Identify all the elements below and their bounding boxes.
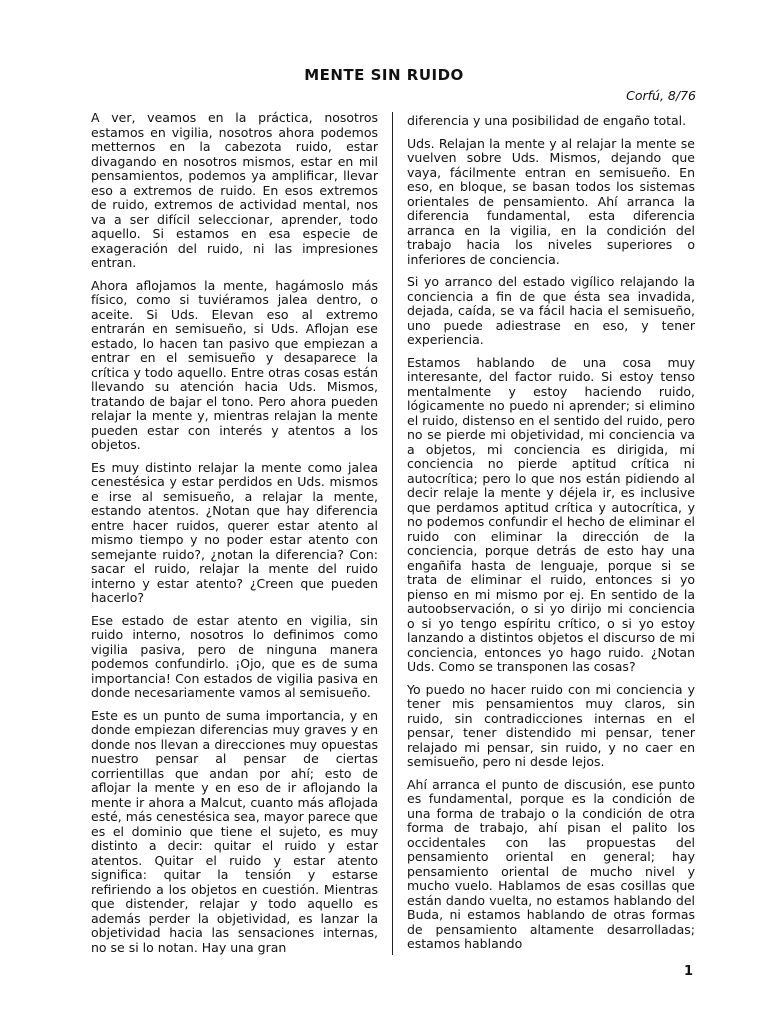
page-number: 1 xyxy=(683,964,693,979)
paragraph: Estamos hablando de una cosa muy interesante, del factor ruido. Si estoy tenso mentalmente y estoy haciendo ruido, lógicamente no puedo ni aprender; si elimino el ruido, distenso en el sentido del ruido, pero no se pierde mi objetividad, mi conciencia va a objetos, mi conciencia es dirigida, mi conciencia no pierde aptitud crítica ni autocrítica; pero lo que nos están pidiendo al decir relaje la mente y déjela ir, es inclusive que perdamos aptitud crítica y autocrítica, y no podemos confundir el hecho de eliminar el ruido con eliminar la dirección de la conciencia, porque detrás de esto hay una engañifa hasta de lenguaje, porque si se trata de eliminar el ruido, entonces si yo pienso en mi mismo por ej. En sentido de la autoobservación, o si yo dirijo mi conciencia o si yo tengo espíritu crítico, o si yo estoy lanzando a distintos objetos el discurso de mi conciencia, entonces yo hago ruido. ¿Notan Uds. Como se transponen las cosas? xyxy=(407,354,695,674)
paragraph: A ver, veamos en la práctica, nosotros estamos en vigilia, nosotros ahora podemos metternos en la cabezota ruido, estar divagando en nosotros mismos, estar en mil pensamientos, podemos ya amplificar, llevar eso a extremos de ruido. En esos extremos de ruido, extremos de actividad mental, nos va a ser difícil seleccionar, aprender, todo aquello. Si estamos en esa especie de exageración del ruido, ni las impresiones entran. xyxy=(91,110,378,270)
left-column xyxy=(91,111,378,953)
paragraph: Es muy distinto relajar la mente como jalea cenestésica y estar perdidos en Uds. mismos e irse al semisueño, a relajar la mente, estando atentos. ¿Notan que hay diferencia entre hacer ruidos, querer estar atento al mismo tiempo y no poder estar atento con semejante ruido?, ¿notan la diferencia? Con: sacar el ruido, relajar la mente del ruido interno y estar atento? ¿Creen que pueden hacerlo? xyxy=(91,459,378,605)
paragraph: Ahí arranca el punto de discusión, ese punto es fundamental, porque es la condición de una forma de trabajo o la condición de otra forma de trabajo, ahí pisan el palito los occidentales con las propuestas del pensamiento oriental en general; hay pensamiento oriental de mucho nivel y mucho vuelo. Hablamos de esas cosillas que están dando vuelta, no estamos hablando del Buda, ni estamos hablando de otras formas de pensamiento altamente desarrolladas; estamos hablando xyxy=(407,776,695,951)
paragraph: Ese estado de estar atento en vigilia, sin ruido interno, nosotros lo definimos como vigilia pasiva, pero de ninguna manera podemos confundirlo. ¡Ojo, que es de suma importancia! Con estados de vigilia pasiva en donde necesariamente vamos al semisueño. xyxy=(91,612,378,700)
paragraph: Si yo arranco del estado vigílico relajando la conciencia a fin de que ésta sea invadida, dejada, caída, se va fácil hacia el semisueño, uno puede adiestrase en eso, y tener experiencia. xyxy=(407,274,695,347)
column-divider xyxy=(392,112,393,955)
paragraph: Yo puedo no hacer ruido con mi conciencia y tener mis pensamientos muy claros, sin ruido, sin contradicciones internas en el pensar, tener distendido mi pensar, tener relajado mi pensar, sin ruido, y no caer en semisueño, pero ni desde lejos. xyxy=(407,681,695,769)
dateline: Corfú, 8/76 xyxy=(626,88,696,103)
paragraph: Ahora aflojamos la mente, hagámoslo más físico, como si tuviéramos jalea dentro, o aceite. Si Uds. Elevan eso al extremo entrarán en semisueño, si Uds. Aflojan ese estado, lo hacen tan pasivo que empiezan a entrar en el semisueño y desaparece la crítica y todo aquello. Entre otras cosas están llevando su atención hacia Uds. Mismos, tratando de bajar el tono. Pero ahora pueden relajar la mente y, mientras relajan la mente pueden estar con interés y atentos a los objetos. xyxy=(91,277,378,452)
right-column xyxy=(407,111,695,953)
document-title: MENTE SIN RUIDO xyxy=(304,66,464,84)
paragraph: Uds. Relajan la mente y al relajar la mente se vuelven sobre Uds. Mismos, dejando que vaya, fácilmente entran en semisueño. En eso, en bloque, se basan todos los sistemas orientales de pensamiento. Ahí arranca la diferencia fundamental, esta diferencia arranca en la vigilia, en la condición del trabajo hacia los niveles superiores o inferiores de conciencia. xyxy=(407,135,695,267)
paragraph: diferencia y una posibilidad de engaño total. xyxy=(407,113,687,128)
paragraph: Este es un punto de suma importancia, y en donde empiezan diferencias muy graves y en donde nos llevan a direcciones muy opuestas nuestro pensar al pensar de ciertas corrientillas que andan por ahí; esto de aflojar la mente y en eso de ir aflojando la mente ir ahora a Malcut, cuanto más aflojada esté, más cenestésica sea, mayor parece que es el dominio que tiene el sujeto, es muy distinto a decir: quitar el ruido y estar atentos. Quitar el ruido y estar atento significa: quitar la tensión y estarse refiriendo a los objetos en cuestión. Mientras que distender, relajar y todo aquello es además perder la objetividad, es lanzar la objetividad hacia las sensaciones internas, no se si lo notan. Hay una gran xyxy=(91,707,378,955)
